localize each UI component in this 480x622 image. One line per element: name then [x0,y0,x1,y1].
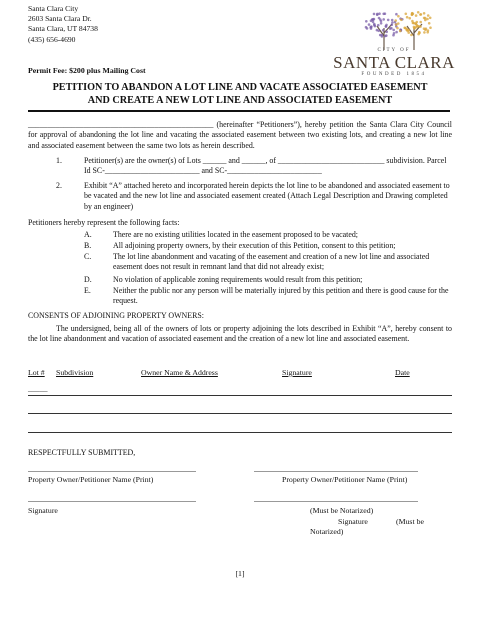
item-number: 2. [56,181,62,190]
col-signature: Signature [282,368,312,377]
intro-paragraph: _______________________________________________ (hereinafter “Petitioners”), hereby petition the Santa Clara City Council for approval of abandoning the lot line and vacating the associated easement between two existing lots, and creating a new lot line and associated easement between the same two lots as herein described. [28,120,452,150]
logo-founded: FOUNDED 1854 [361,72,427,77]
fact-c [28,252,452,274]
signature-line-left[interactable] [28,501,196,502]
title-rule [28,110,450,112]
title-line: AND CREATE A NEW LOT LINE AND ASSOCIATED EASEMENT [87,94,393,106]
santa-clara-logo [330,8,458,84]
address-line: 2603 Santa Clara Dr. [28,14,92,24]
consents-paragraph: The undersigned, being all of the owners of lots or property adjoining the lots described in Exhibit “A”, hereby consent to the lot line abandonment and vacation of associated easement and the creation of a new lot line and associated easement. [28,324,452,344]
fact-b [28,241,452,252]
trees-icon [330,8,458,50]
fact-text: All adjoining property owners, by their execution of this Petition, consent to this petition; [113,241,396,250]
item-2 [28,181,452,215]
table-line [28,413,452,414]
fact-letter: C. [84,252,92,261]
item-number: 1. [56,156,62,165]
fact-letter: E. [84,286,91,295]
table-first-cell: _____ [28,384,48,393]
item-text: Exhibit “A” attached hereto and incorporated herein depicts the lot line to be abandoned and associated easement to be vacated and the new lot line and associated easement created (Attach Legal Description and Drawing completed by an engineer) [84,181,450,211]
consents-heading: CONSENTS OF ADJOINING PROPERTY OWNERS: [28,311,204,320]
city-address [28,4,98,45]
print-name-label-left: Property Owner/Petitioner Name (Print) [28,475,154,484]
permit-fee: Permit Fee: $200 plus Mailing Cost [28,66,146,75]
col-lot: Lot # [28,368,45,377]
notarized-note-1: (Must be Notarized) [310,506,374,515]
logo-city-of: CITY OF [377,48,411,53]
print-name-line-right[interactable] [254,471,418,472]
respectfully-submitted: RESPECTFULLY SUBMITTED, [28,448,136,457]
col-date: Date [395,368,410,377]
signature-label-left: Signature [28,506,58,515]
fact-text: The lot line abandonment and vacating of the easement and creation of a new lot line and associated easement does not result in remnant land that did not already exist; [113,252,430,272]
signature-label-right: Signature [338,517,368,526]
item-1 [28,156,452,178]
print-name-label-right: Property Owner/Petitioner Name (Print) [282,475,408,484]
logo-name: SANTA CLARA [333,53,455,72]
fact-e [28,286,452,308]
fact-letter: B. [84,241,92,250]
fact-text: There are no existing utilities located in the easement proposed to be vacated; [113,230,358,239]
fact-letter: A. [84,230,92,239]
table-line [28,395,452,396]
title-line: PETITION TO ABANDON A LOT LINE AND VACATE ASSOCIATED EASEMENT [52,82,428,93]
print-name-line-left[interactable] [28,471,196,472]
page-number: [1] [235,569,245,578]
notarized-note-2b: Notarized) [310,527,344,536]
table-line [28,432,452,433]
item-text: Petitioner(s) are the owner(s) of Lots ______ and ______, of ___________________________ subdivision. Parcel Id SC-________________________ and SC-________________________ [84,156,447,176]
fact-a [28,230,452,241]
address-line: Santa Clara City [28,4,79,13]
fact-d [28,275,452,286]
fact-text: No violation of applicable zoning requirements would result from this petition; [113,275,363,284]
signature-line-right[interactable] [254,501,418,502]
facts-intro: Petitioners hereby represent the following facts: [28,218,180,227]
document-title [20,82,460,107]
notarized-note-2a: (Must be [396,517,424,526]
col-subdivision: Subdivision [56,368,94,377]
address-line: (435) 656-4690 [28,34,76,44]
address-line: Santa Clara, UT 84738 [28,24,98,34]
fact-text: Neither the public nor any person will be materially injured by this petition and there is good cause for the request. [113,286,449,306]
col-owner: Owner Name & Address [141,368,218,377]
fact-letter: D. [84,275,92,284]
